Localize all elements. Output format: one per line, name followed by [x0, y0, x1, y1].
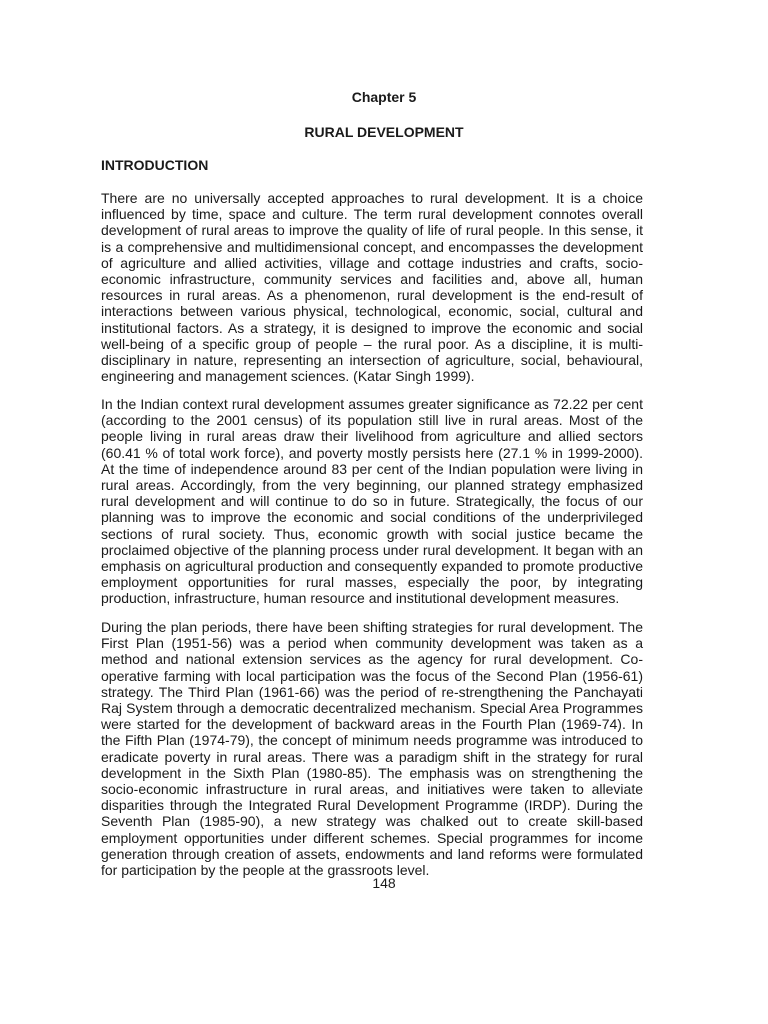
page-number: 148 — [372, 875, 396, 891]
paragraph: In the Indian context rural development assumes greater significance as 72.22 per cent (according to the 2001 census) of its population still live in rural areas. Most of the people living in rural areas draw their livelihood from agriculture and allied sectors (60.41 % of total work force), and poverty mostly persists here (27.1 % in 1999-2000). At the time of independence around 83 per cent of the Indian population were living in rural areas. Accordingly, from the very beginning, our planned strategy emphasized rural development and will continue to do so in future. Strategically, the focus of our planning was to improve the economic and social conditions of the underprivileged sections of rural society. Thus, economic growth with social justice became the proclaimed objective of the planning process under rural development. It began with an emphasis on agricultural production and consequently expanded to promote productive employment opportunities for rural masses, especially the poor, by integrating production, infrastructure, human resource and institutional development measures. — [101, 396, 643, 607]
paragraph: During the plan periods, there have been shifting strategies for rural development. The First Plan (1951-56) was a period when community development was taken as a method and national extension services as the agency for rural development. Co-operative farming with local participation was the focus of the Second Plan (1956-61) strategy. The Third Plan (1961-66) was the period of re-strengthening the Panchayati Raj System through a democratic decentralized mechanism. Special Area Programmes were started for the development of backward areas in the Fourth Plan (1969-74). In the Fifth Plan (1974-79), the concept of minimum needs programme was introduced to eradicate poverty in rural areas. There was a paradigm shift in the strategy for rural development in the Sixth Plan (1980-85). The emphasis was on strengthening the socio-economic infrastructure in rural areas, and initiatives were taken to alleviate disparities through the Integrated Rural Development Programme (IRDP). During the Seventh Plan (1985-90), a new strategy was chalked out to create skill-based employment opportunities under different schemes. Special programmes for income generation through creation of assets, endowments and land reforms were formulated for participation by the people at the grassroots level. — [101, 619, 643, 879]
chapter-label: Chapter 5 — [351, 89, 417, 105]
section-heading: INTRODUCTION — [101, 157, 209, 173]
paragraph: There are no universally accepted approaches to rural development. It is a choice influenced by time, space and culture. The term rural development connotes overall development of rural areas to improve the quality of life of rural people. In this sense, it is a comprehensive and multidimensional concept, and encompasses the development of agriculture and allied activities, village and cottage industries and crafts, socio-economic infrastructure, community services and facilities and, above all, human resources in rural areas. As a phenomenon, rural development is the end-result of interactions between various physical, technological, economic, social, cultural and institutional factors. As a strategy, it is designed to improve the economic and social well-being of a specific group of people – the rural poor. As a discipline, it is multi-disciplinary in nature, representing an intersection of agriculture, social, behavioural, engineering and management sciences. (Katar Singh 1999). — [101, 190, 643, 385]
chapter-title: RURAL DEVELOPMENT — [304, 124, 464, 140]
